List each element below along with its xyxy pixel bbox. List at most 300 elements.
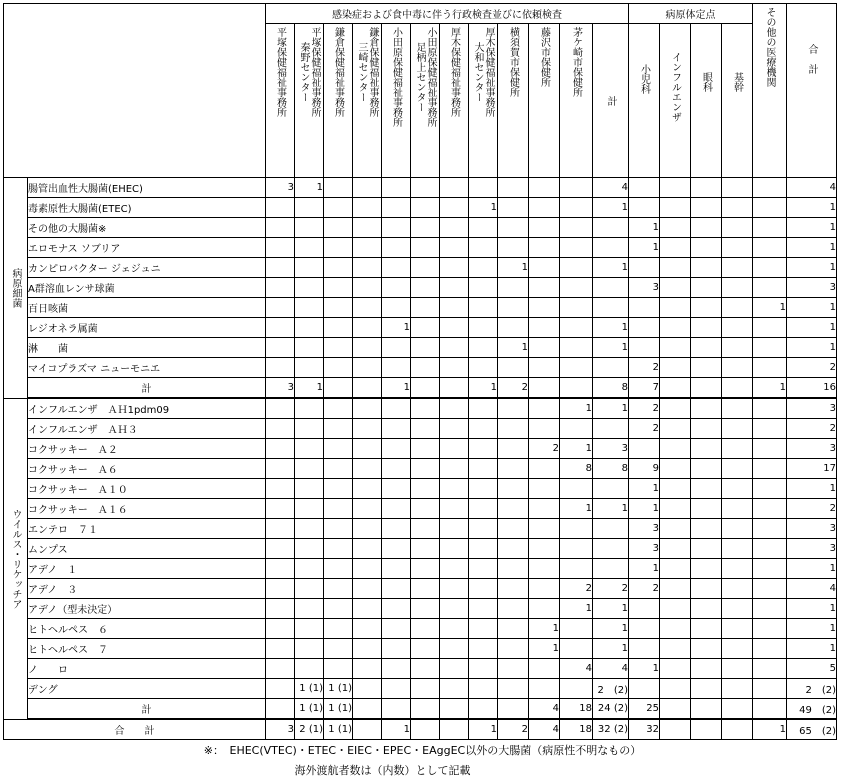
count-cell <box>440 298 469 318</box>
column-header-4: 小田原保健福祉事務所 <box>382 24 411 178</box>
count-cell <box>266 559 295 579</box>
count-cell <box>691 238 722 258</box>
count-cell <box>498 278 529 298</box>
count-cell <box>722 419 753 439</box>
total-column-header: 合 計 <box>787 4 837 178</box>
count-cell <box>440 439 469 459</box>
column-header-1: 平塚保健福祉事務所 秦野センター <box>295 24 324 178</box>
table-row <box>4 519 837 539</box>
count-cell <box>353 318 382 338</box>
count-cell <box>440 719 469 740</box>
count-cell <box>353 459 382 479</box>
count-cell <box>295 599 324 619</box>
count-cell <box>469 539 498 559</box>
count-cell <box>440 419 469 439</box>
count-cell <box>440 499 469 519</box>
count-cell <box>691 499 722 519</box>
count-cell <box>722 499 753 519</box>
count-cell <box>266 699 295 720</box>
count-cell <box>353 479 382 499</box>
count-cell: 1 <box>787 198 837 218</box>
count-cell <box>722 318 753 338</box>
count-cell: 8 <box>593 378 629 399</box>
count-cell: 1 <box>787 479 837 499</box>
row-label: 計 <box>28 699 266 720</box>
column-header-15: 基幹 <box>722 24 753 178</box>
count-cell <box>440 378 469 399</box>
count-cell <box>440 579 469 599</box>
count-cell <box>411 659 440 679</box>
count-cell <box>266 238 295 258</box>
count-cell <box>593 519 629 539</box>
row-label: デング <box>28 679 266 699</box>
count-cell <box>691 659 722 679</box>
footnote-travelers: 海外渡航者数は（内数）として記載 <box>294 764 471 777</box>
count-cell <box>266 398 295 419</box>
count-cell: 65 (2) <box>787 719 837 740</box>
count-cell <box>382 579 411 599</box>
sentinel-group-header: 病原体定点 <box>629 4 753 24</box>
count-cell <box>411 218 440 238</box>
count-cell <box>266 599 295 619</box>
count-cell <box>660 218 691 238</box>
count-cell <box>753 499 787 519</box>
count-cell <box>411 178 440 198</box>
count-cell: 1 <box>629 499 660 519</box>
count-cell <box>498 659 529 679</box>
count-cell: 1 <box>787 258 837 278</box>
row-label: インフルエンザ ＡＨ1pdm09 <box>28 398 266 419</box>
count-cell <box>529 539 560 559</box>
count-cell: 18 <box>560 699 593 720</box>
count-cell <box>266 479 295 499</box>
count-cell <box>266 519 295 539</box>
count-cell <box>629 338 660 358</box>
count-cell: 8 <box>560 459 593 479</box>
count-cell <box>382 619 411 639</box>
count-cell <box>593 539 629 559</box>
count-cell: 3 <box>629 539 660 559</box>
count-cell: 1 <box>593 258 629 278</box>
count-cell <box>353 699 382 720</box>
count-cell <box>691 398 722 419</box>
count-cell <box>440 278 469 298</box>
count-cell <box>411 198 440 218</box>
count-cell <box>295 298 324 318</box>
count-cell <box>691 619 722 639</box>
count-cell <box>440 599 469 619</box>
count-cell <box>753 639 787 659</box>
count-cell <box>753 238 787 258</box>
count-cell <box>324 519 353 539</box>
count-cell <box>691 198 722 218</box>
row-label: A群溶血レンサ球菌 <box>28 278 266 298</box>
count-cell <box>629 439 660 459</box>
count-cell <box>722 439 753 459</box>
count-cell <box>382 178 411 198</box>
count-cell <box>722 719 753 740</box>
count-cell <box>382 479 411 499</box>
count-cell <box>411 679 440 699</box>
count-cell <box>324 258 353 278</box>
column-header-8: 横須賀市保健所 <box>498 24 529 178</box>
count-cell <box>324 459 353 479</box>
count-cell <box>498 198 529 218</box>
count-cell <box>353 439 382 459</box>
count-cell: 2 (2) <box>787 679 837 699</box>
count-cell: 1 <box>382 318 411 338</box>
row-label: ヒトヘルペス ７ <box>28 639 266 659</box>
row-label: その他の大腸菌※ <box>28 218 266 238</box>
count-cell <box>560 679 593 699</box>
count-cell <box>353 659 382 679</box>
footnote-ecoli: ※： EHEC(VTEC)・ETEC・EIEC・EPEC・EAggEC以外の大腸菌（病原性不明なもの） <box>203 744 642 757</box>
count-cell <box>660 599 691 619</box>
count-cell <box>498 178 529 198</box>
count-cell: 2 <box>629 358 660 378</box>
count-cell <box>560 218 593 238</box>
count-cell <box>722 278 753 298</box>
count-cell <box>469 439 498 459</box>
count-cell <box>629 178 660 198</box>
count-cell <box>498 398 529 419</box>
table-row <box>4 639 837 659</box>
count-cell <box>353 378 382 399</box>
count-cell <box>440 238 469 258</box>
count-cell <box>411 499 440 519</box>
count-cell <box>324 198 353 218</box>
count-cell <box>295 358 324 378</box>
count-cell <box>529 419 560 439</box>
count-cell <box>266 659 295 679</box>
count-cell <box>266 318 295 338</box>
count-cell <box>529 338 560 358</box>
row-label: 淋 菌 <box>28 338 266 358</box>
count-cell <box>722 298 753 318</box>
count-cell: 1 <box>787 559 837 579</box>
row-label: アデノ ３ <box>28 579 266 599</box>
count-cell <box>722 198 753 218</box>
column-header-14: 眼科 <box>691 24 722 178</box>
count-cell <box>324 539 353 559</box>
count-cell <box>469 298 498 318</box>
count-cell: 4 <box>787 178 837 198</box>
count-cell <box>382 699 411 720</box>
count-cell <box>411 559 440 579</box>
count-cell <box>498 318 529 338</box>
count-cell <box>498 699 529 720</box>
count-cell <box>469 178 498 198</box>
count-cell <box>411 719 440 740</box>
column-header-9: 藤沢市保健所 <box>529 24 560 178</box>
count-cell <box>324 178 353 198</box>
count-cell <box>722 639 753 659</box>
count-cell <box>529 519 560 539</box>
count-cell <box>295 539 324 559</box>
count-cell: 1 <box>529 639 560 659</box>
count-cell <box>722 238 753 258</box>
count-cell <box>529 278 560 298</box>
count-cell <box>560 298 593 318</box>
count-cell <box>411 459 440 479</box>
count-cell: 7 <box>629 378 660 399</box>
column-header-12: 小児科 <box>629 24 660 178</box>
count-cell <box>560 479 593 499</box>
count-cell: 2 <box>629 579 660 599</box>
count-cell <box>324 419 353 439</box>
column-header-0: 平塚保健福祉事務所 <box>266 24 295 178</box>
count-cell: 32 <box>629 719 660 740</box>
count-cell: 4 <box>560 659 593 679</box>
count-cell <box>295 659 324 679</box>
count-cell <box>691 318 722 338</box>
count-cell <box>324 358 353 378</box>
count-cell <box>295 439 324 459</box>
count-cell <box>593 479 629 499</box>
count-cell <box>691 599 722 619</box>
count-cell <box>411 419 440 439</box>
count-cell <box>382 338 411 358</box>
count-cell <box>469 679 498 699</box>
count-cell <box>324 439 353 459</box>
count-cell <box>324 338 353 358</box>
count-cell <box>382 358 411 378</box>
count-cell <box>753 579 787 599</box>
column-header-11: 計 <box>593 24 629 178</box>
count-cell <box>353 178 382 198</box>
count-cell: 2 <box>498 719 529 740</box>
column-header-7: 厚木保健福祉事務所 大和センター <box>469 24 498 178</box>
count-cell <box>469 519 498 539</box>
count-cell: 1 <box>787 218 837 238</box>
count-cell: 1 <box>529 619 560 639</box>
table-row <box>4 619 837 639</box>
count-cell <box>266 338 295 358</box>
table-row <box>4 539 837 559</box>
count-cell <box>660 479 691 499</box>
count-cell <box>295 218 324 238</box>
count-cell <box>691 419 722 439</box>
count-cell <box>560 378 593 399</box>
count-cell <box>593 559 629 579</box>
count-cell <box>660 278 691 298</box>
count-cell <box>660 238 691 258</box>
count-cell <box>382 459 411 479</box>
count-cell <box>411 539 440 559</box>
count-cell <box>266 579 295 599</box>
corner-cell <box>4 4 266 178</box>
count-cell <box>498 559 529 579</box>
count-cell <box>498 298 529 318</box>
count-cell: 8 <box>593 459 629 479</box>
count-cell <box>353 599 382 619</box>
count-cell <box>691 539 722 559</box>
count-cell: 18 <box>560 719 593 740</box>
count-cell <box>353 338 382 358</box>
section-label: 病原細菌 <box>4 178 28 399</box>
count-cell <box>660 398 691 419</box>
count-cell <box>498 358 529 378</box>
count-cell: 1 <box>787 619 837 639</box>
count-cell <box>295 559 324 579</box>
count-cell: 3 <box>787 519 837 539</box>
count-cell: 1 <box>787 298 837 318</box>
count-cell <box>560 238 593 258</box>
count-cell <box>353 499 382 519</box>
count-cell: 1 <box>498 338 529 358</box>
count-cell <box>722 679 753 699</box>
count-cell <box>691 679 722 699</box>
count-cell <box>295 579 324 599</box>
count-cell <box>560 539 593 559</box>
count-cell: 1 (1) <box>324 719 353 740</box>
count-cell <box>560 519 593 539</box>
count-cell <box>440 398 469 419</box>
count-cell: 1 <box>560 439 593 459</box>
table-row <box>4 479 837 499</box>
count-cell <box>295 398 324 419</box>
count-cell <box>753 659 787 679</box>
count-cell: 1 <box>787 639 837 659</box>
row-label: コクサッキー Ａ２ <box>28 439 266 459</box>
count-cell <box>753 178 787 198</box>
count-cell <box>382 198 411 218</box>
column-header-2: 鎌倉保健福祉事務所 <box>324 24 353 178</box>
count-cell: 2 <box>593 579 629 599</box>
count-cell <box>266 439 295 459</box>
count-cell <box>295 238 324 258</box>
table-row <box>4 398 837 419</box>
count-cell <box>353 579 382 599</box>
count-cell <box>440 218 469 238</box>
count-cell <box>722 178 753 198</box>
count-cell <box>529 479 560 499</box>
row-label: ムンプス <box>28 539 266 559</box>
count-cell: 1 <box>560 398 593 419</box>
count-cell <box>353 398 382 419</box>
count-cell <box>498 519 529 539</box>
count-cell <box>529 579 560 599</box>
count-cell <box>722 479 753 499</box>
count-cell: 1 (1) <box>324 699 353 720</box>
count-cell <box>266 459 295 479</box>
count-cell <box>660 659 691 679</box>
count-cell <box>753 679 787 699</box>
count-cell <box>529 459 560 479</box>
count-cell: 49 (2) <box>787 699 837 720</box>
count-cell <box>660 519 691 539</box>
count-cell <box>722 559 753 579</box>
table-row <box>4 178 837 198</box>
count-cell <box>295 459 324 479</box>
count-cell <box>660 539 691 559</box>
table-row <box>4 338 837 358</box>
count-cell <box>560 278 593 298</box>
count-cell <box>382 419 411 439</box>
count-cell <box>353 358 382 378</box>
count-cell <box>529 659 560 679</box>
count-cell <box>629 198 660 218</box>
count-cell: 17 <box>787 459 837 479</box>
count-cell: 1 <box>753 298 787 318</box>
count-cell <box>560 338 593 358</box>
count-cell <box>593 298 629 318</box>
count-cell <box>353 539 382 559</box>
count-cell <box>266 639 295 659</box>
count-cell <box>660 358 691 378</box>
count-cell <box>498 419 529 439</box>
count-cell <box>593 278 629 298</box>
count-cell <box>411 278 440 298</box>
count-cell <box>529 298 560 318</box>
row-label: アデノ １ <box>28 559 266 579</box>
count-cell <box>529 198 560 218</box>
count-cell <box>411 519 440 539</box>
table-row <box>4 318 837 338</box>
count-cell <box>382 639 411 659</box>
count-cell <box>469 559 498 579</box>
count-cell <box>529 499 560 519</box>
count-cell: 2 (2) <box>593 679 629 699</box>
count-cell: 1 <box>469 719 498 740</box>
count-cell <box>691 519 722 539</box>
count-cell: 2 <box>498 378 529 399</box>
count-cell <box>440 258 469 278</box>
count-cell <box>295 519 324 539</box>
count-cell <box>660 378 691 399</box>
count-cell <box>411 699 440 720</box>
count-cell <box>469 278 498 298</box>
count-cell <box>353 198 382 218</box>
count-cell: 2 <box>629 398 660 419</box>
count-cell <box>753 419 787 439</box>
count-cell: 1 <box>787 338 837 358</box>
count-cell <box>382 559 411 579</box>
count-cell <box>266 298 295 318</box>
count-cell <box>382 539 411 559</box>
count-cell <box>722 519 753 539</box>
count-cell: 1 <box>629 218 660 238</box>
count-cell <box>266 499 295 519</box>
count-cell <box>382 439 411 459</box>
count-cell <box>382 218 411 238</box>
count-cell <box>529 218 560 238</box>
count-cell <box>753 198 787 218</box>
count-cell <box>722 358 753 378</box>
count-cell <box>498 218 529 238</box>
count-cell <box>691 278 722 298</box>
count-cell <box>660 719 691 740</box>
count-cell <box>411 398 440 419</box>
admin-inspection-group-header: 感染症および食中毒に伴う行政検査並びに依頼検査 <box>266 4 629 24</box>
table-row <box>4 419 837 439</box>
row-label: エンテロ ７１ <box>28 519 266 539</box>
count-cell <box>753 358 787 378</box>
count-cell <box>498 439 529 459</box>
count-cell: 2 <box>787 499 837 519</box>
count-cell <box>411 579 440 599</box>
count-cell: 1 <box>787 599 837 619</box>
count-cell: 1 <box>593 639 629 659</box>
count-cell <box>560 318 593 338</box>
count-cell <box>753 218 787 238</box>
count-cell <box>324 639 353 659</box>
count-cell <box>440 699 469 720</box>
count-cell: 1 <box>382 378 411 399</box>
count-cell <box>324 378 353 399</box>
count-cell <box>498 238 529 258</box>
count-cell <box>295 499 324 519</box>
